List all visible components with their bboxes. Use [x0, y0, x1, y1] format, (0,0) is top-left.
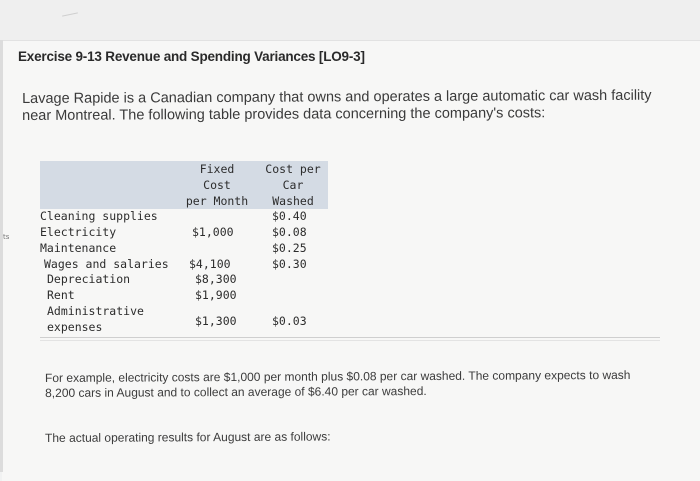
row-fixed-wages-and-salaries: $4,100 [189, 257, 231, 271]
row-percar-wages-and-salaries: $0.30 [272, 257, 307, 271]
divider-line-secondary [40, 340, 660, 341]
row-label-administrative-line-2: expenses [47, 320, 103, 334]
row-label-rent: Rent [47, 288, 75, 302]
margin-mark: ts [3, 233, 10, 241]
row-fixed-administrative-expenses: $1,300 [195, 314, 237, 328]
actual-results-paragraph: The actual operating results for August are as follows: [45, 429, 331, 445]
row-percar-administrative-expenses: $0.03 [272, 314, 307, 328]
row-percar-maintenance: $0.25 [272, 241, 307, 255]
example-paragraph: For example, electricity costs are $1,000 per month plus $0.08 per car washed. The company expects to wash 8,200 cars in August and to collect an average of $6.40 per car washed. [45, 367, 631, 400]
header-fixed-line-2: Cost [203, 178, 231, 192]
row-fixed-rent: $1,900 [195, 288, 237, 302]
page-edge [0, 40, 3, 472]
cost-table [38, 161, 328, 338]
top-background [0, 0, 700, 40]
exercise-title: Exercise 9-13 Revenue and Spending Variances [LO9-3] [18, 49, 365, 64]
header-percar-line-3: Washed [272, 194, 314, 208]
divider-line [40, 337, 660, 338]
row-fixed-electricity: $1,000 [192, 225, 234, 239]
row-label-administrative-line-1: Administrative [47, 304, 144, 318]
row-label-wages-and-salaries: Wages and salaries [44, 257, 169, 271]
row-label-maintenance: Maintenance [40, 241, 117, 255]
intro-paragraph: Lavage Rapide is a Canadian company that owns and operates a large automatic car wash facility near Montreal. The following table provides data concerning the company's costs: [22, 87, 652, 124]
header-fixed-cost [181, 161, 253, 209]
row-percar-electricity: $0.08 [272, 225, 307, 239]
header-fixed-line-1: Fixed [199, 162, 235, 176]
header-fixed-line-3: per Month [185, 194, 249, 208]
row-label-cleaning-supplies: Cleaning supplies [40, 209, 158, 223]
row-label-electricity: Electricity [40, 225, 117, 239]
row-percar-cleaning-supplies: $0.40 [272, 209, 307, 223]
header-percar-line-1: Cost per [265, 162, 321, 176]
header-percar-line-2: Car [282, 178, 304, 192]
header-cost-per-car [258, 161, 328, 209]
row-fixed-depreciation: $8,300 [195, 272, 237, 286]
row-label-depreciation: Depreciation [47, 272, 131, 286]
